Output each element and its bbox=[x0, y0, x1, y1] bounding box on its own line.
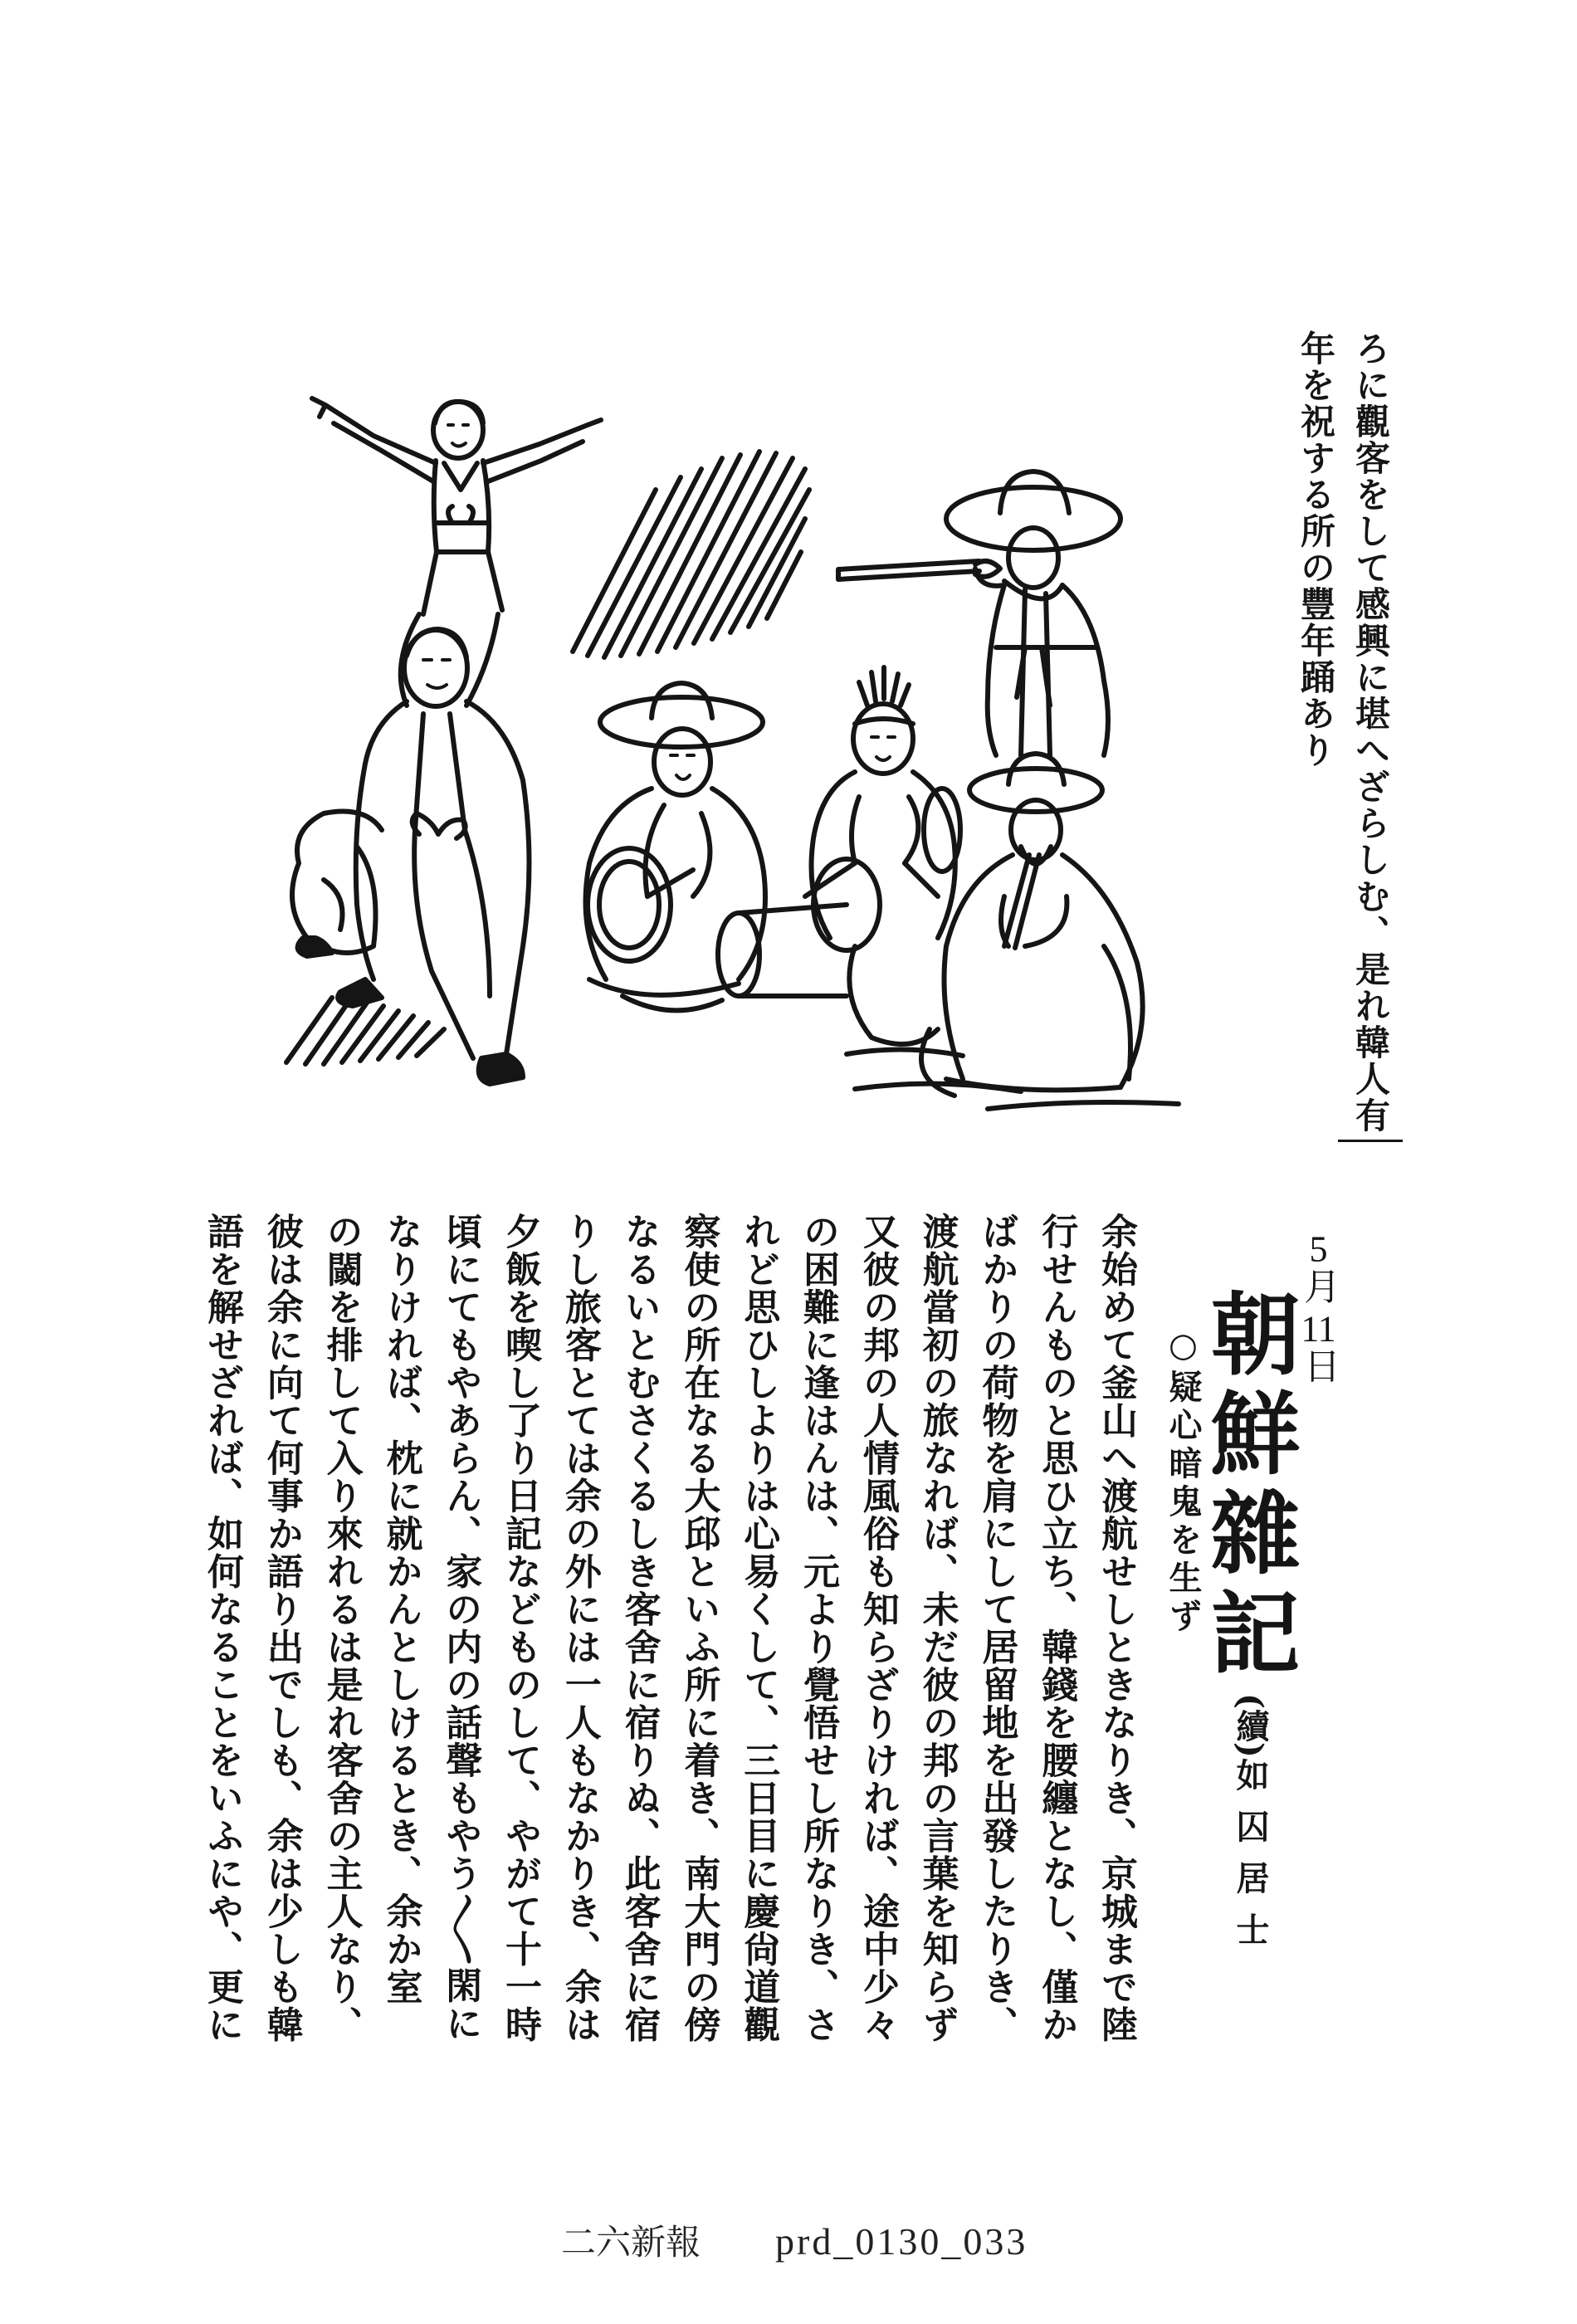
ground-stroke bbox=[286, 998, 332, 1062]
crouching-shoe bbox=[298, 938, 332, 956]
man-left-foot bbox=[338, 979, 382, 1006]
caption-rule bbox=[1338, 1140, 1403, 1142]
topknot-features bbox=[872, 737, 895, 760]
crouching-body bbox=[292, 812, 382, 954]
head-band bbox=[855, 719, 913, 724]
publication-name: 二六新報 bbox=[561, 2224, 701, 2263]
text-column: 察使の所在なる大邱といふ所に着き、南大門の傍 bbox=[677, 1213, 720, 2043]
serial-mark: (續) bbox=[1231, 1693, 1270, 1758]
text-column: ばかりの荷物を肩にして居留地を出發したりき、 bbox=[975, 1213, 1018, 2043]
man-robe-folds bbox=[414, 714, 490, 1058]
text-column: 彼は余に向て何事か語り出でしも、余は少しも韓 bbox=[260, 1213, 303, 2043]
hatching-lines bbox=[573, 452, 809, 657]
date-unit: 月 bbox=[1298, 1267, 1339, 1311]
text-column: れど思ひしよりは心易くして、三日目に慶尙道觀 bbox=[737, 1213, 780, 2043]
drummer-body bbox=[586, 788, 766, 979]
flute-player-hat-crown bbox=[1000, 471, 1069, 513]
article-subheading: ○疑心暗鬼を生ず bbox=[1164, 1326, 1203, 1637]
hat-drummer-figure bbox=[586, 683, 766, 1010]
man-face bbox=[423, 660, 450, 688]
text-column: の閾を排して入り來れるは是れ客舍の主人なり、 bbox=[320, 1213, 363, 2043]
page-footer bbox=[561, 2221, 1028, 2263]
drummer-features bbox=[671, 755, 694, 779]
child-left-arm bbox=[312, 398, 436, 481]
flute-player-figure bbox=[838, 471, 1120, 755]
text-column: 渡航當初の旅なれば、未だ彼の邦の言葉を知らず bbox=[915, 1213, 959, 2043]
elder-robe-folds bbox=[849, 946, 1130, 1096]
ground-stroke bbox=[988, 1102, 1179, 1109]
text-column: なるいとむさくるしき客舍に宿りぬ、此客舍に宿 bbox=[618, 1213, 661, 2043]
hatch-stroke bbox=[749, 519, 805, 627]
seated-elder-figure bbox=[849, 754, 1142, 1096]
drummer-hat-brim bbox=[600, 697, 763, 747]
page-identifier: prd_0130_033 bbox=[775, 2220, 1028, 2263]
dancing-child-figure bbox=[312, 398, 601, 614]
child-right-arm bbox=[483, 420, 601, 481]
text-column: なりければ、枕に就かんとしけるとき、余か室 bbox=[379, 1213, 422, 2006]
man-robe bbox=[356, 701, 530, 1054]
flute bbox=[838, 561, 979, 579]
caption-line: 年を祝する所の豐年踊あり bbox=[1296, 330, 1336, 769]
text-column: 行せんものと思ひ立ち、韓錢を腰纏となし、僅か bbox=[1035, 1213, 1078, 2043]
crouching-figure bbox=[292, 812, 382, 957]
author-name: 如囚居士 bbox=[1231, 1758, 1270, 1964]
text-column: りし旅客とては余の外には一人もなかりき、余は bbox=[558, 1213, 601, 2043]
topknot bbox=[859, 667, 909, 706]
hatch-stroke bbox=[573, 490, 656, 652]
man-waist-bow bbox=[413, 813, 466, 838]
ground-stroke bbox=[847, 1049, 963, 1056]
illustration-caption bbox=[1288, 330, 1398, 1160]
flute-player-face bbox=[1008, 528, 1058, 588]
flute-player-hat-brim bbox=[946, 487, 1120, 550]
article-date bbox=[1295, 1231, 1341, 1390]
ground-hatching-left bbox=[286, 998, 444, 1064]
child-legs bbox=[423, 552, 502, 614]
flute-player-robe bbox=[988, 585, 1108, 755]
child-face bbox=[448, 425, 468, 447]
date-unit: 日 bbox=[1298, 1347, 1339, 1390]
man-right-foot bbox=[479, 1054, 523, 1084]
drum-inner-ring bbox=[599, 862, 659, 948]
ground-stroke bbox=[360, 1011, 398, 1061]
dance-illustration bbox=[274, 365, 1195, 1120]
elder-hat-brim bbox=[969, 769, 1102, 812]
article-title: 朝鮮雜記 bbox=[1195, 1287, 1300, 1686]
elder-body bbox=[945, 855, 1143, 1087]
text-column: の困難に逢はんは、元より覺悟せし所なりき、さ bbox=[797, 1213, 840, 2043]
drummer-face bbox=[654, 729, 710, 795]
date-number: 5 bbox=[1309, 1231, 1328, 1267]
article-body bbox=[192, 1213, 1145, 2051]
text-column: 又彼の邦の人情風俗も知らざりければ、途中少々 bbox=[856, 1213, 899, 2043]
date-number: 11 bbox=[1301, 1311, 1336, 1347]
text-column: 夕飯を喫し了り日記などものして、やがて十一時 bbox=[499, 1213, 542, 2043]
elder-pipe bbox=[1004, 855, 1039, 948]
text-column: 余始めて釜山へ渡航せしときなりき、京城まで陸 bbox=[1095, 1213, 1137, 2043]
text-column: 頃にてもやあらん、家の内の話聲もやう〳〵閑に bbox=[439, 1213, 482, 2043]
child-torso bbox=[434, 461, 489, 552]
topknot-head bbox=[853, 704, 913, 774]
drummer-legs bbox=[589, 979, 739, 1010]
caption-line: ろに觀客をして感興に堪へざらしむ、是れ韓人有 bbox=[1350, 330, 1391, 1134]
text-column: 語を解せざれば、如何なることをいふにや、更に bbox=[201, 1213, 244, 2043]
ground-stroke bbox=[378, 1016, 413, 1059]
carrying-man-figure bbox=[338, 614, 529, 1084]
elder-face bbox=[1011, 800, 1061, 860]
topknot-arms bbox=[852, 797, 918, 863]
